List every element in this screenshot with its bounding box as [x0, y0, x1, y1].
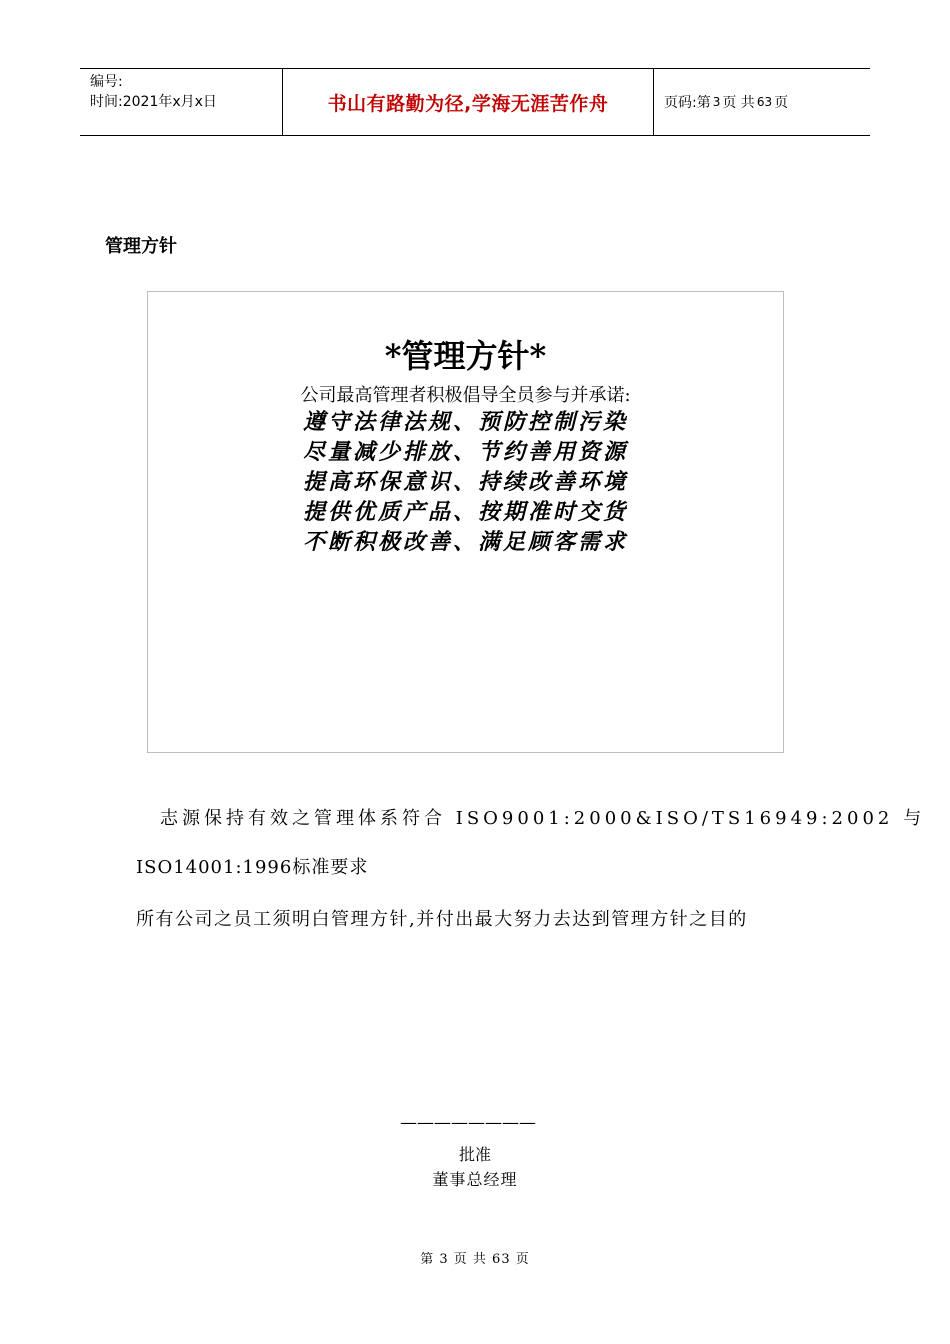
page-current: 3 [712, 95, 721, 109]
page-mid: 页 共 [722, 95, 755, 111]
page-footer: 第 3 页 共 63 页 [420, 1252, 530, 1267]
header-meta [80, 69, 282, 135]
policy-line: 尽量减少排放、节约善用资源 [302, 439, 628, 465]
document-date: 时间:2021年x月x日 [90, 94, 217, 110]
document-number-label: 编号: [90, 74, 123, 90]
page-prefix: 页码:第 [664, 95, 711, 111]
body-paragraph-standards-cont: ISO14001:1996标准要求 [136, 857, 369, 878]
policy-line: 提高环保意识、持续改善环境 [302, 469, 628, 495]
policy-lines [148, 407, 783, 557]
policy-heading: *管理方针* [384, 337, 547, 375]
policy-line: 遵守法律法规、预防控制污染 [302, 409, 628, 435]
body-paragraph-standards: 志源保持有效之管理体系符合 ISO9001:2000&ISO/TS16949:2002 与 [160, 808, 926, 829]
section-title: 管理方针 [105, 236, 177, 257]
policy-box [147, 291, 784, 753]
policy-intro: 公司最高管理者积极倡导全员参与并承诺: [300, 385, 631, 406]
signature-title: 董事总经理 [432, 1170, 518, 1189]
policy-line: 不断积极改善、满足顾客需求 [302, 529, 628, 555]
signature-line: ———————— [400, 1113, 536, 1133]
page-total: 63 [756, 95, 773, 109]
header-page-info [654, 69, 870, 135]
policy-line: 提供优质产品、按期准时交货 [302, 499, 628, 525]
header-motto: 书山有路勤为径,学海无涯苦作舟 [282, 69, 654, 135]
page-suffix: 页 [774, 95, 789, 111]
body-paragraph-employees: 所有公司之员工须明白管理方针,并付出最大努力去达到管理方针之目的 [136, 909, 748, 930]
page-header [80, 68, 870, 136]
signature-approve: 批准 [458, 1145, 491, 1164]
